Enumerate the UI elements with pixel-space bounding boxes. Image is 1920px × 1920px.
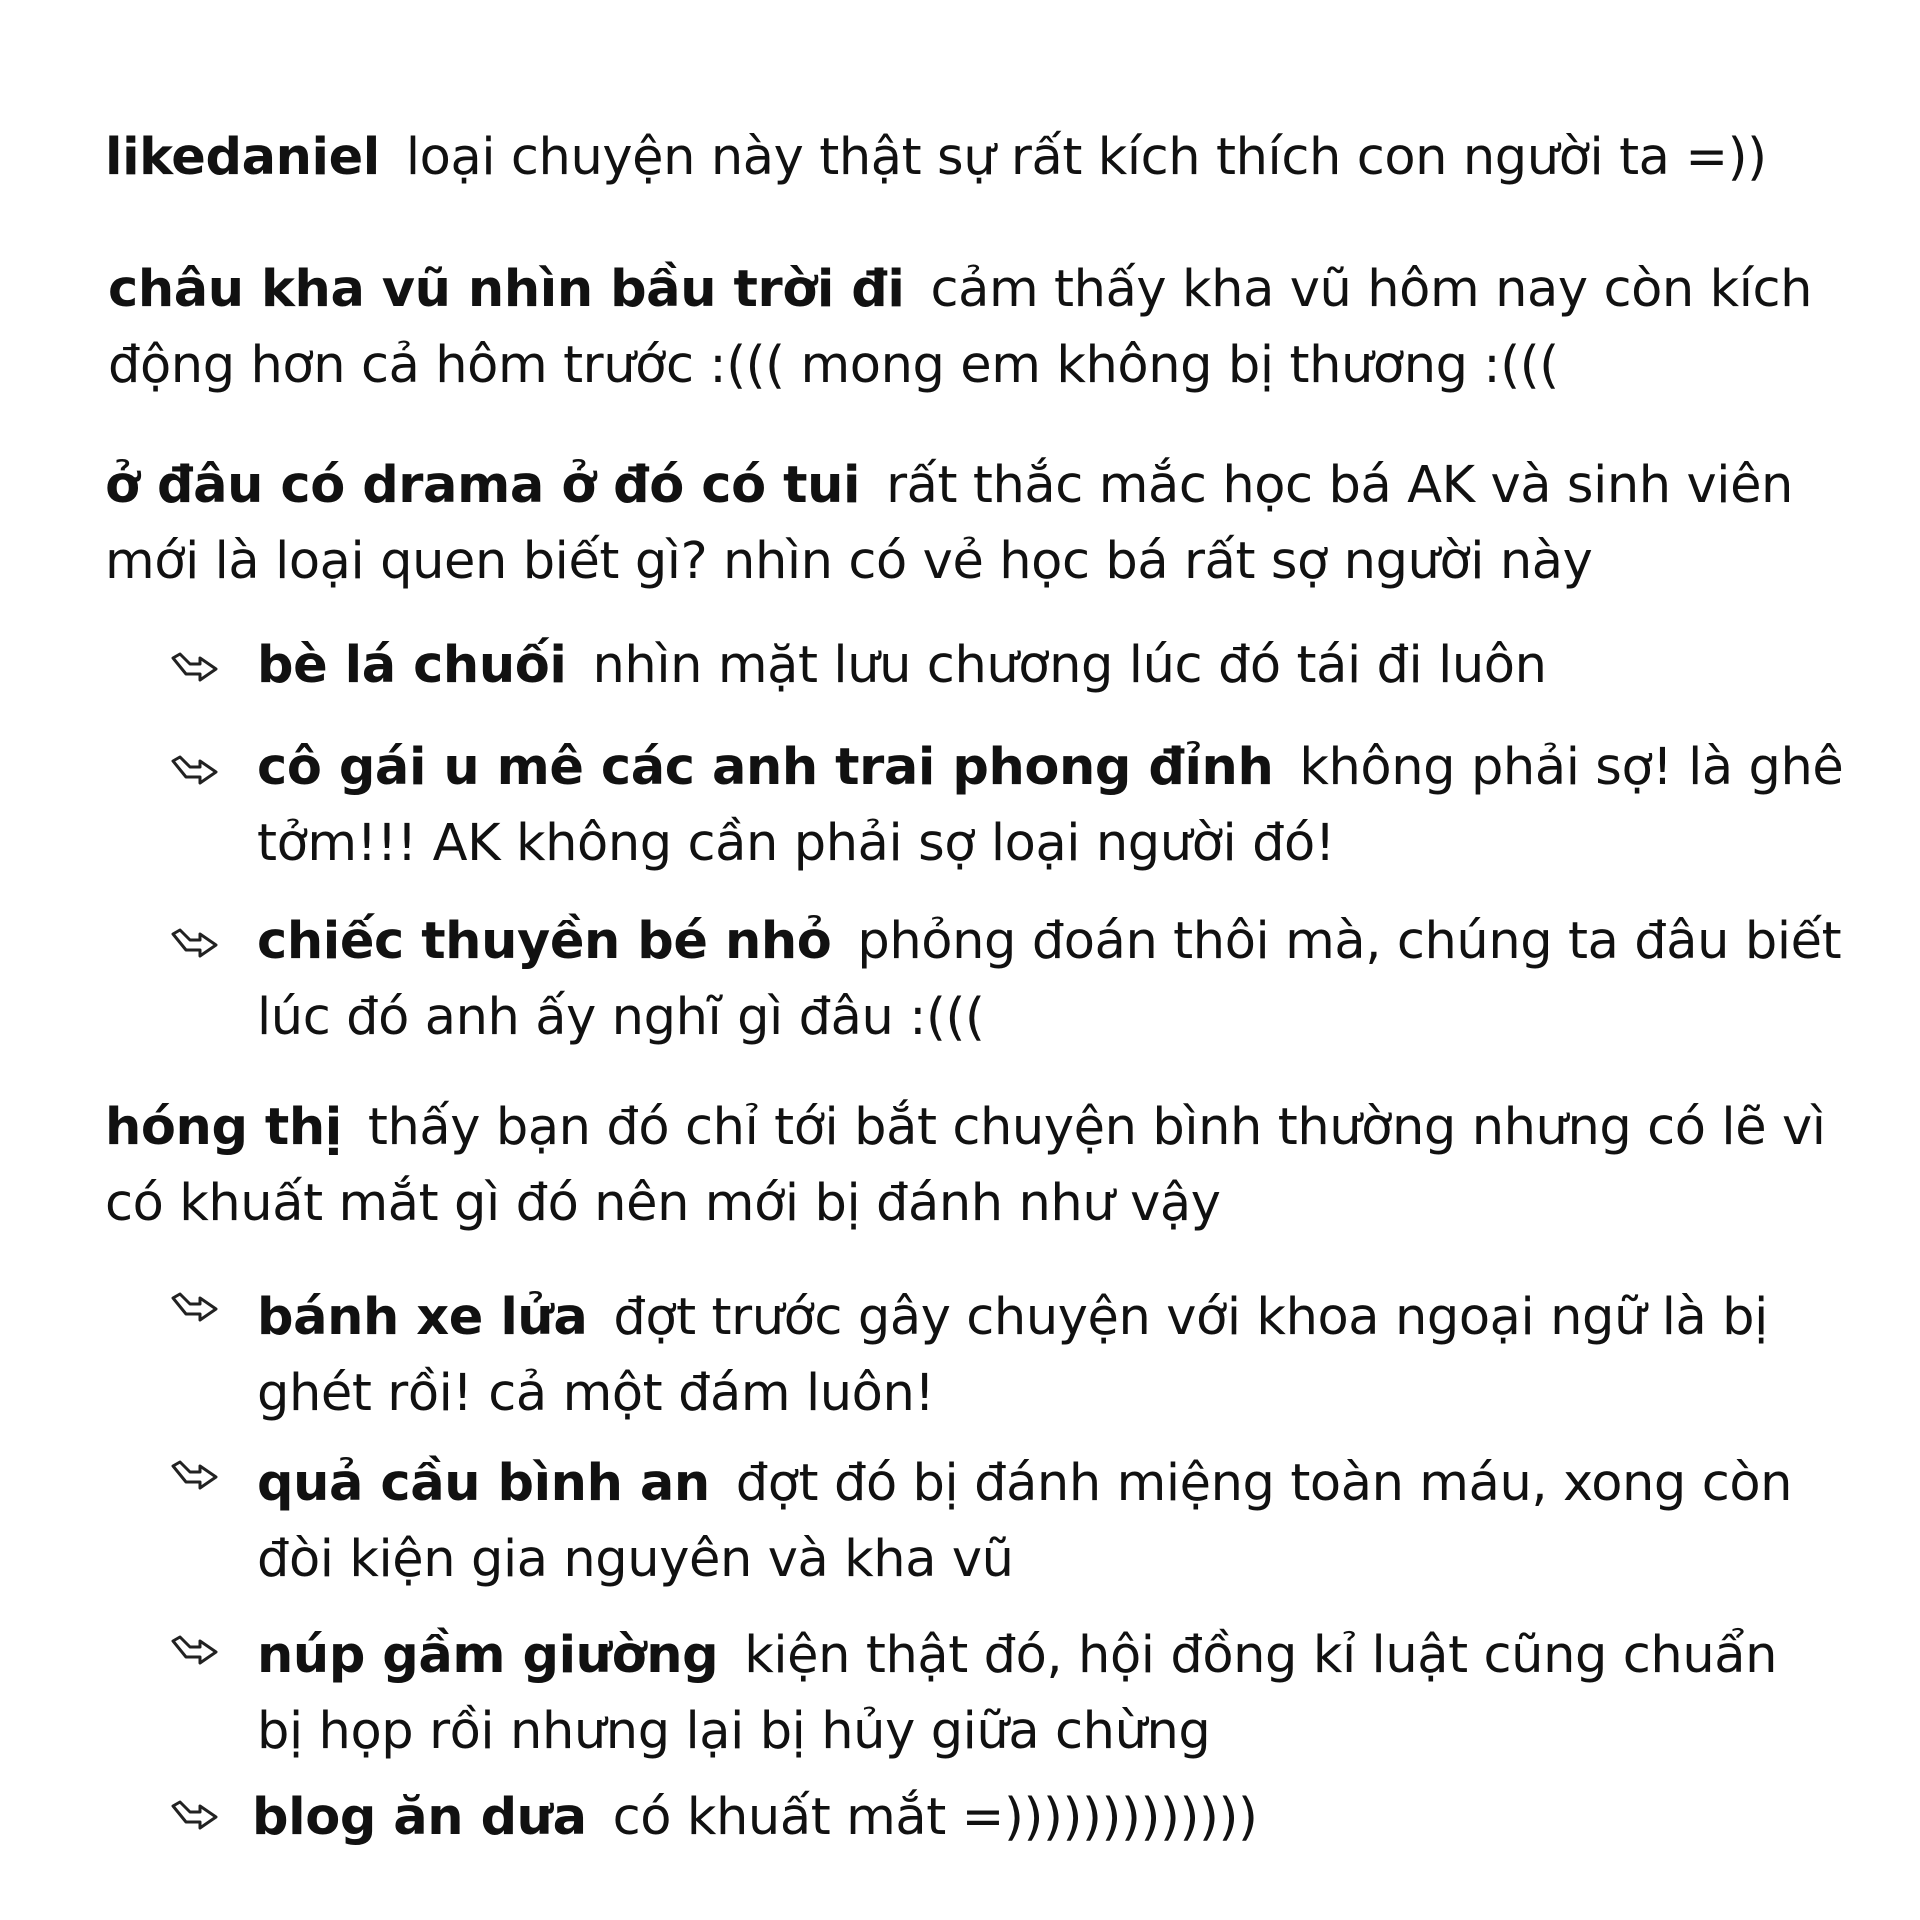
reply-arrow-icon xyxy=(170,928,220,962)
reply-text: kiện thật đó, hội đồng kỉ luật cũng chuẩn bị họp rồi nhưng lại bị hủy giữa chừng xyxy=(257,1626,1778,1761)
reply xyxy=(257,1618,1837,1770)
reply xyxy=(257,628,1877,704)
reply-arrow-icon xyxy=(170,1460,220,1494)
comment-username: hóng thị xyxy=(105,1098,342,1157)
reply-text: nhìn mặt lưu chương lúc đó tái đi luôn xyxy=(592,636,1547,695)
comment-text: rất thắc mắc học bá AK và sinh viên mới là loại quen biết gì? nhìn có vẻ học bá rất sợ người này xyxy=(105,456,1793,591)
comment-username: ở đâu có drama ở đó có tui xyxy=(105,456,861,515)
reply-username: bè lá chuối xyxy=(257,636,567,695)
reply-arrow-icon xyxy=(170,652,220,686)
comment xyxy=(105,1090,1875,1242)
comment-username: likedaniel xyxy=(105,128,380,187)
reply-username: blog ăn dưa xyxy=(252,1788,587,1847)
reply xyxy=(257,1280,1837,1432)
comment-username: châu kha vũ nhìn bầu trời đi xyxy=(108,260,905,319)
reply-username: núp gầm giường xyxy=(257,1626,719,1685)
reply-arrow-icon xyxy=(170,1292,220,1326)
comment-text: cảm thấy kha vũ hôm nay còn kích động hơn cả hôm trước :((( mong em không bị thương :((( xyxy=(108,260,1813,395)
reply-username: quả cầu bình an xyxy=(257,1454,710,1513)
comment-text: loại chuyện này thật sự rất kích thích con người ta =)) xyxy=(405,128,1767,187)
reply xyxy=(257,730,1877,882)
reply-text: có khuất mắt =))))))))))))) xyxy=(612,1788,1258,1847)
comment xyxy=(108,252,1828,404)
reply-text: không phải sợ! là ghê tởm!!! AK không cần phải sợ loại người đó! xyxy=(257,738,1844,873)
reply-username: bánh xe lửa xyxy=(257,1288,588,1347)
reply-username: chiếc thuyền bé nhỏ xyxy=(257,912,832,971)
comment-text: thấy bạn đó chỉ tới bắt chuyện bình thường nhưng có lẽ vì có khuất mắt gì đó nên mới bị đánh như vậy xyxy=(105,1098,1826,1233)
reply-text: đợt đó bị đánh miệng toàn máu, xong còn đòi kiện gia nguyên và kha vũ xyxy=(257,1454,1793,1589)
reply-arrow-icon xyxy=(170,1635,220,1669)
reply xyxy=(257,904,1877,1056)
reply-arrow-icon xyxy=(170,755,220,789)
comment xyxy=(105,120,1885,196)
reply-arrow-icon xyxy=(170,1800,220,1834)
reply-username: cô gái u mê các anh trai phong đỉnh xyxy=(257,738,1274,797)
reply-text: phỏng đoán thôi mà, chúng ta đâu biết lúc đó anh ấy nghĩ gì đâu :((( xyxy=(257,912,1842,1047)
comment xyxy=(105,448,1875,600)
reply xyxy=(257,1446,1837,1598)
reply xyxy=(252,1780,1852,1856)
reply-text: đợt trước gây chuyện với khoa ngoại ngữ là bị ghét rồi! cả một đám luôn! xyxy=(257,1288,1768,1423)
